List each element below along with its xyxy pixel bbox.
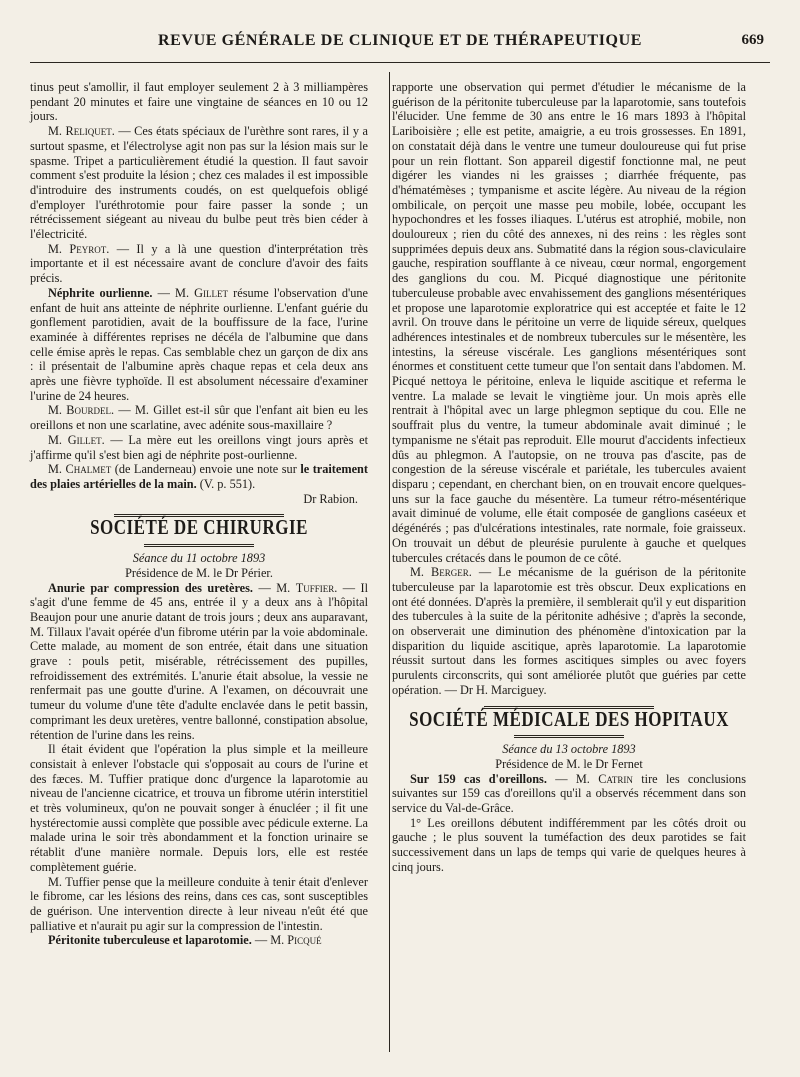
paragraph-text: — Il y a là une question d'interprétation très importante et il est nécessaire avant de conclure d'avoir des faits précis.: [30, 241, 368, 286]
section-heading: Sur 159 cas d'oreillons.: [410, 771, 547, 786]
presidence: Présidence de M. le Dr Fernet: [495, 756, 643, 771]
paragraph-text: — Il s'agit d'une femme de 45 ans, entrée il y a deux ans à l'hôpital Beaujon pour une anurie datant de trois jours ; deux ans auparavant, M. Tillaux l'avait opérée d'un fibrome utérin par la voie abdominale. Cette malade, au moment de son entrée, était dans une situation grave : pouls petit, misérable, rétrécissement des pupilles, refroidissement des extrémités. L'anurie était absolue, la vessie ne renfermait pas une goutte d'urine. A l'examen, on découvrait une tumeur du volume d'une tête d'adulte enclavée dans le petit bassin, comprimant les deux uretères, ventre ballonné, constipation absolue, rétention de l'urine dans les reins.: [30, 580, 368, 742]
paragraph: [30, 433, 368, 462]
running-title: REVUE GÉNÉRALE DE CLINIQUE ET DE THÉRAPEUTIQUE: [158, 32, 642, 49]
paragraph: [30, 403, 368, 432]
section-heading: Néphrite ourlienne.: [48, 285, 153, 300]
page-header: [30, 28, 770, 58]
right-column: [392, 80, 746, 875]
session-date: Séance du 11 octobre 1893: [132, 551, 266, 566]
speaker-name: M. Chalmet: [48, 462, 112, 477]
presidence: Présidence de M. le Dr Périer.: [125, 565, 273, 580]
session-date: Séance du 13 octobre 1893: [502, 742, 636, 757]
section-heading: Anurie par compression des uretères.: [48, 580, 254, 595]
speaker-name: Picqué: [287, 933, 322, 948]
paragraph: tinus peut s'amollir, il faut employer seulement 2 à 3 milliampères pendant 20 minutes et faire une vingtaine de séances en 10 ou 12 jours.: [30, 80, 368, 124]
paragraph-text: (de Landerneau) envoie une note sur: [111, 462, 301, 477]
paragraph-text: — M.: [546, 771, 599, 786]
speaker-name: M. Berger.: [410, 565, 472, 580]
author-signature: Dr Rabion.: [303, 491, 358, 506]
paragraph: 1° Les oreillons débutent indifféremment par les côtés droit ou gauche ; le plus souvent la tuméfaction des deux parotides se fait successivement dans un laps de temps qui varie de quelques heures à cinq jours.: [392, 815, 746, 874]
paragraph-text: — M.: [253, 580, 296, 595]
speaker-name: M. Peyrot.: [48, 241, 110, 256]
paragraph: Il était évident que l'opération la plus simple et la meilleure consistait à enlever l'obstacle qui s'opposait au cours de l'urine et des fæces. M. Tuffier pratique donc d'urgence la laparotomie au niveau de l'ancienne cicatrice, et trouva un fibrome utérin interstitiel et très volumineux, qu'on ne pouvait songer à énucléer ; il fit une hystérectomie aussi complète que possible avec pédicule externe. La malade urina le soir très abondamment et la fonction urinaire se rétablit d'une manière normale. Depuis lors, elle est restée complètement guérie.: [30, 742, 368, 874]
column-divider: [389, 72, 390, 1052]
paragraph-text: — M. Gillet est-il sûr que l'enfant ait bien eu les oreillons et non une scarlatine, avec adénite sous-maxillaire ?: [30, 403, 368, 433]
paragraph: [392, 565, 746, 697]
paragraph: [30, 462, 368, 491]
paragraph: M. Tuffier pense que la meilleure conduite à tenir était d'enlever le fibrome, car les lésions des reins, dans ces cas, sont susceptibles de guérison. Une intervention directe à leur niveau n'eût été que palliative et n'aurait pu agir sur la compression de l'intestin.: [30, 874, 368, 933]
paragraph-text: tire les conclusions suivantes sur 159 cas d'oreillons qu'il a observés récemment dans son service du Val-de-Grâce.: [392, 771, 746, 816]
society-title: SOCIÉTÉ MÉDICALE DES HOPITAUX: [409, 706, 729, 731]
section-heading: le traitement des plaies artérielles de la main.: [30, 462, 368, 491]
paragraph: [30, 933, 368, 948]
paragraph-text: — Ces états spéciaux de l'urèthre sont rares, il y a surtout spasme, et l'électrolyse agit non pas sur la lésion mais sur le spasme. Tripet a particulièrement étudié la question. Il faut savoir comment s'est produite la lésion ; chez ces malades il est impossible d'introduire des instruments coudés, on est quelquefois obligé d'employer l'uréthrotomie pour faire passer la sonde ; un rétrécissement siégeant au niveau du bulbe peut très bien céder à l'électricité.: [30, 124, 368, 242]
paragraph: [392, 772, 746, 816]
page-reference: (V. p. 551).: [196, 476, 256, 491]
page-number: 669: [741, 32, 764, 48]
paragraph-text: — Le mécanisme de la guérison de la péritonite tuberculeuse par la laparotomie est très obscur. Deux explications en ont été données. D'après la première, il semblerait qu'il y eut disparition des tubercules à la suite de la péritonite adhésive ; d'après la seconde, on observerait une diminution des phénomène d'intoxication par la disparition du liquide ascitique, après laparotomie. La laparotomie réussit surtout dans les formes ascitiques simples ou avec foyers purulents circonscrits, qui sont améliorée plutôt que guéries par cette opération. — Dr H. Marciguey.: [392, 565, 746, 697]
paragraph: [30, 581, 368, 743]
section-divider: [514, 735, 624, 738]
speaker-name: M. Bourdel.: [48, 403, 115, 418]
paragraph-text: — M.: [251, 933, 288, 948]
paragraph-text: résume l'observation d'une enfant de huit ans atteinte de néphrite ourlienne. L'enfant guérie du gonflement parotidien, avait de la bouffissure de la face, l'urine examinée à différentes reprises ne décéla de l'albumine que dans celle émise après le repas. Cas semblable chez un garçon de dix ans : il présentait de l'albumine après chaque repas et cela deux ans après une fièvre typhoïde. Il est absolument nécessaire d'examiner l'urine de 24 heures.: [30, 285, 369, 403]
speaker-name: Catrin: [598, 771, 633, 786]
paragraph-text: — La mère eut les oreillons vingt jours après et j'affirme qu'il s'est bien agi de néphrite post-ourlienne.: [30, 432, 368, 462]
society-title: SOCIÉTÉ DE CHIRURGIE: [90, 515, 308, 540]
paragraph: [30, 242, 368, 286]
section-divider: [144, 544, 254, 547]
section-heading: Péritonite tuberculeuse et laparotomie.: [48, 933, 252, 948]
speaker-name: Tuffier.: [295, 580, 338, 595]
left-column: [30, 80, 368, 948]
header-rule: [30, 62, 770, 63]
speaker-name: M. Reliquet.: [48, 124, 115, 139]
paragraph-text: — M.: [152, 285, 195, 300]
paragraph: [30, 286, 368, 404]
speaker-name: M. Gillet.: [48, 432, 105, 447]
paragraph: rapporte une observation qui permet d'étudier le mécanisme de la guérison de la péritonite tuberculeuse par la laparotomie, sans toutefois l'élucider. Une femme de 30 ans entre le 16 mars 1893 à l'hôpital Lariboisière ; elle est petite, amaigrie, a eu trois grossesses. En 1891, on constatait déjà dans le ventre une tumeur douloureuse qui fut prise pour un rein flottant. Son appareil digestif fonctionne mal, ne peut digérer les viandes ni les graisses ; diarrhée fréquente, pas d'hématémèses ; tympanisme et ascite légère. Au niveau de la région ombilicale, on perçoit une masse peu mobile, lobée, occupant les hypochondres et les fosses iliaques. L'utérus est atrophié, mobile, non douloureux ; rien du côté des annexes, ni des reins : les règles sont supprimées depuis deux ans. Submatité dans la région sous-claviculaire gauche, respiration soufflante à ce niveau, cœur normal, engorgement des ganglions du cou. M. Picqué diagnostique une péritonite tuberculeuse probable avec envahissement des ganglions mésentériques et propose une laparotomie exploratrice qui est acceptée et faite le 12 avril. On trouve dans le péritoine un verre de liquide séreux, quelques adhérences intestinales et de nombreux tubercules sur le mésentère, les intestins, la séreuse viscérale. Les ganglions mésentériques sont énormes et constituent cette tumeur que l'on sentait dans l'abdomen. M. Picqué nettoya le péritoine, enleva le liquide ascitique et referma le ventre. La malade se levait le vingtième jour. Un mois après elle rentrait à l'hôpital avec un large phlegmon septique du cou. Elle ne souffrait plus du ventre, la tumeur abdominale avait diminué ; le tympanisme ne s'était pas reproduit. Elle mourut d'accidents infectieux dûs au phlegmon. A l'autopsie, on ne trouva pas d'ascite, pas de congestion de la séreuse viscérale et pariétale, les tubercules avaient disparu ; cependant, en cherchant bien, on en trouvait encore quelques-uns sur la face gauche du mésentère. La tumeur rétro-mésentérique avait diminué de volume, elle était composée de ganglions caséeux et dégénérés ; pas d'ulcérations intestinales, rate normale, foie graisseux. On trouvait un début de pleurésie purulente à gauche et quelques tubercules crétacés dans le poumon de ce côté.: [392, 80, 746, 565]
paragraph: [30, 124, 368, 242]
speaker-name: Gillet: [194, 285, 229, 300]
